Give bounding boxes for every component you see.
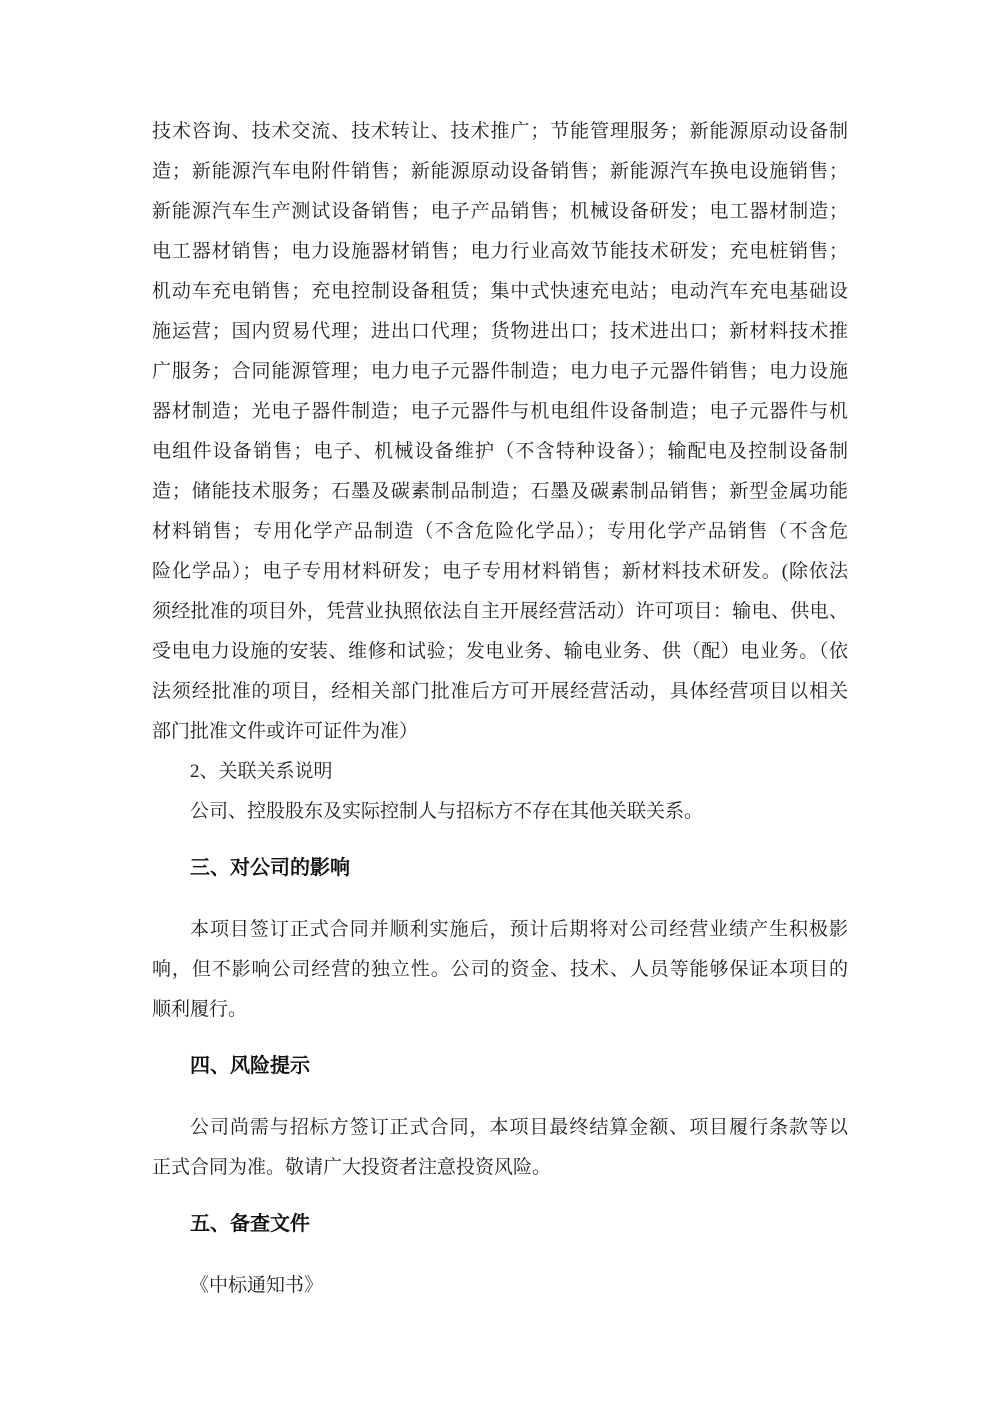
text-line: 部门批准文件或许可证件为准）: [152, 721, 419, 742]
impact-paragraph: [152, 910, 848, 1030]
related-party-item-label: 2、关联关系说明: [190, 761, 333, 782]
text-line: 响，但不影响公司经营的独立性。公司的资金、技术、人员等能够保证本项目的: [152, 959, 848, 980]
text-line: 造；储能技术服务；石墨及碳素制品制造；石墨及碳素制品销售；新型金属功能: [152, 481, 848, 502]
text-line: 正式合同为准。敬请广大投资者注意投资风险。: [152, 1157, 552, 1178]
text-line: 法须经批准的项目，经相关部门批准后方可开展经营活动，具体经营项目以相关: [152, 681, 848, 702]
text-line: 广服务；合同能源管理；电力电子元器件制造；电力电子元器件销售；电力设施: [152, 361, 848, 382]
text-line: 施运营；国内贸易代理；进出口代理；货物进出口；技术进出口；新材料技术推: [152, 321, 848, 342]
business-scope-paragraph: [152, 112, 848, 752]
related-party-body: 公司、控股股东及实际控制人与招标方不存在其他关联关系。: [190, 801, 704, 822]
text-line: 材料销售；专用化学产品制造（不含危险化学品）；专用化学产品销售（不含危: [152, 521, 848, 542]
text-line: 顺利履行。: [152, 999, 248, 1020]
text-line: 电工器材销售；电力设施器材销售；电力行业高效节能技术研发；充电桩销售；: [152, 241, 848, 262]
risk-paragraph: [152, 1108, 848, 1188]
section-heading-impact: 三、对公司的影响: [190, 857, 350, 879]
text-line: 受电电力设施的安装、维修和试验；发电业务、输电业务、供（配）电业务。（依: [152, 641, 848, 662]
text-line: 机动车充电销售；充电控制设备租赁；集中式快速充电站；电动汽车充电基础设: [152, 281, 848, 302]
text-line: 器材制造；光电子器件制造；电子元器件与机电组件设备制造；电子元器件与机: [152, 401, 848, 422]
text-line: 造；新能源汽车电附件销售；新能源原动设备销售；新能源汽车换电设施销售；: [152, 161, 848, 182]
text-line: 技术咨询、技术交流、技术转让、技术推广；节能管理服务；新能源原动设备制: [152, 121, 848, 142]
section-heading-documents: 五、备查文件: [190, 1213, 310, 1235]
reference-document-title: 《中标通知书》: [190, 1275, 324, 1296]
text-line: 须经批准的项目外，凭营业执照依法自主开展经营活动）许可项目：输电、供电、: [152, 601, 848, 622]
text-line: 电组件设备销售；电子、机械设备维护（不含特种设备）；输配电及控制设备制: [152, 441, 848, 462]
text-line: 本项目签订正式合同并顺利实施后，预计后期将对公司经营业绩产生积极影: [190, 919, 848, 940]
text-line: 公司尚需与招标方签订正式合同，本项目最终结算金额、项目履行条款等以: [190, 1117, 848, 1138]
text-line: 险化学品）；电子专用材料研发；电子专用材料销售；新材料技术研发。(除依法: [152, 561, 848, 582]
section-heading-risk: 四、风险提示: [190, 1055, 310, 1077]
text-line: 新能源汽车生产测试设备销售；电子产品销售；机械设备研发；电工器材制造；: [152, 201, 848, 222]
